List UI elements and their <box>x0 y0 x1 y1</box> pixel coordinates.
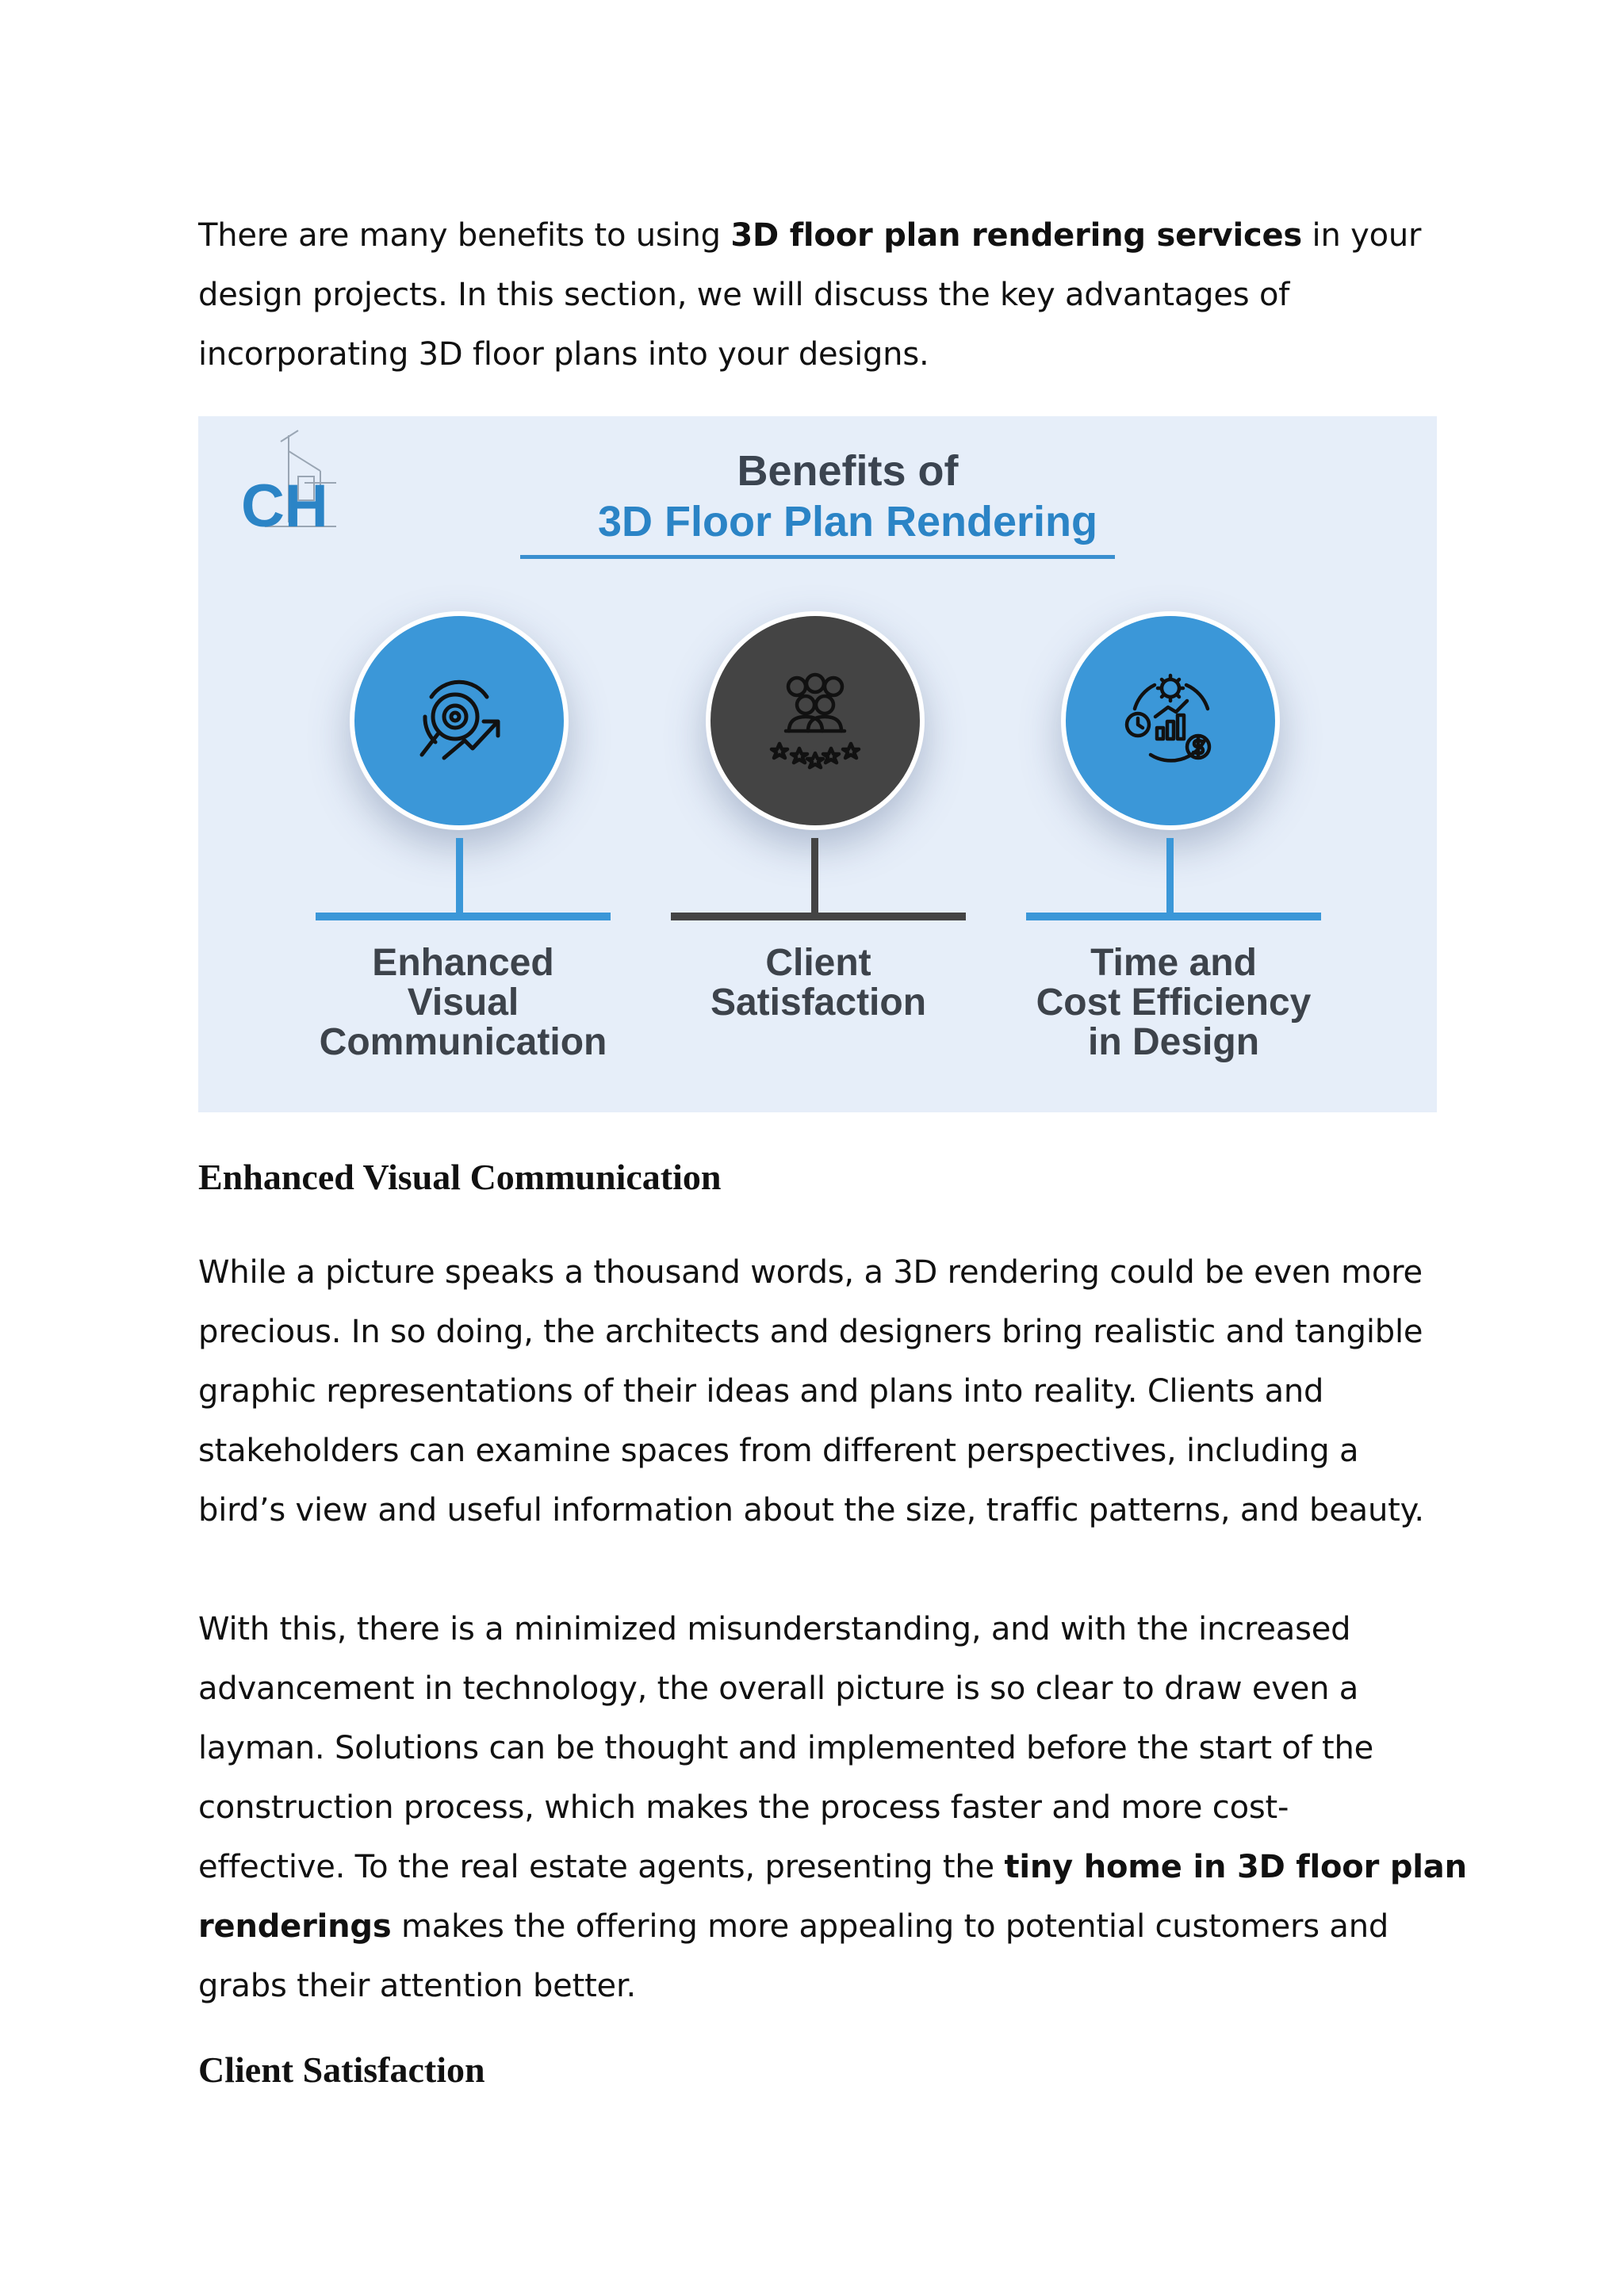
infographic-title-line2: 3D Floor Plan Rendering <box>597 498 1098 545</box>
intro-bold-link-text: 3D floor plan rendering services <box>730 217 1303 254</box>
infographic-title-line1: Benefits of <box>737 447 959 495</box>
section1-paragraph-2: With this, there is a minimized misunderstanding, and with the increased advancement in technology, the overall picture is so clear to draw even a layman. Solutions can be thought and implemented before the start of the construction process, which makes the process faster and more cost- effective. To the real estate agents, presenting the tiny home in 3D floor plan renderings makes the offering more appealing to potential customers and grabs their attention better. <box>198 1611 1467 2004</box>
benefit-circle-visual-communication <box>350 611 569 830</box>
benefit-bar <box>316 913 611 920</box>
benefit-stem <box>811 838 818 914</box>
intro-line-1: There are many benefits to using 3D floor plan rendering services in your <box>198 217 1422 254</box>
benefit-stem <box>1166 838 1174 914</box>
section-heading-client-satisfaction: Client Satisfaction <box>198 2049 485 2090</box>
title-underline <box>520 555 1115 559</box>
intro-line-3: incorporating 3D floor plans into your designs. <box>198 336 929 373</box>
time-chart-money-icon <box>1111 661 1230 780</box>
intro-line-2: design projects. In this section, we will discuss the key advantages of <box>198 277 1290 313</box>
benefit-stem <box>456 838 463 914</box>
gear-target-growth-icon <box>400 661 519 780</box>
renderings-bold-link-text: renderings <box>198 1908 392 1945</box>
logo-text: CH <box>241 473 328 538</box>
intro-paragraph <box>198 206 1435 385</box>
benefit-label-time-cost-efficiency: Time and Cost Efficiency in Design <box>1036 942 1312 1063</box>
benefit-circle-time-cost-efficiency <box>1061 611 1280 830</box>
benefit-circle-client-satisfaction <box>706 611 925 830</box>
section1-paragraph-1: While a picture speaks a thousand words, a 3D rendering could be even more precious. In so doing, the architects and designers bring realistic and tangible graphic representations of their ideas and plans into reality. Clients and stakeholders can examine spaces from different perspectives, including a bird’s view and useful information about the size, traffic patterns, and beauty. <box>198 1254 1424 1529</box>
tiny-home-bold-link-text: tiny home in 3D floor plan <box>1004 1849 1467 1885</box>
benefit-bar <box>671 913 966 920</box>
team-stars-icon <box>756 661 875 780</box>
benefit-bar <box>1026 913 1321 920</box>
benefits-infographic <box>198 416 1437 1112</box>
section-heading-visual-communication: Enhanced Visual Communication <box>198 1157 722 1197</box>
benefit-label-visual-communication: Enhanced Visual Communication <box>319 942 607 1063</box>
benefit-label-client-satisfaction: Client Satisfaction <box>710 942 927 1024</box>
